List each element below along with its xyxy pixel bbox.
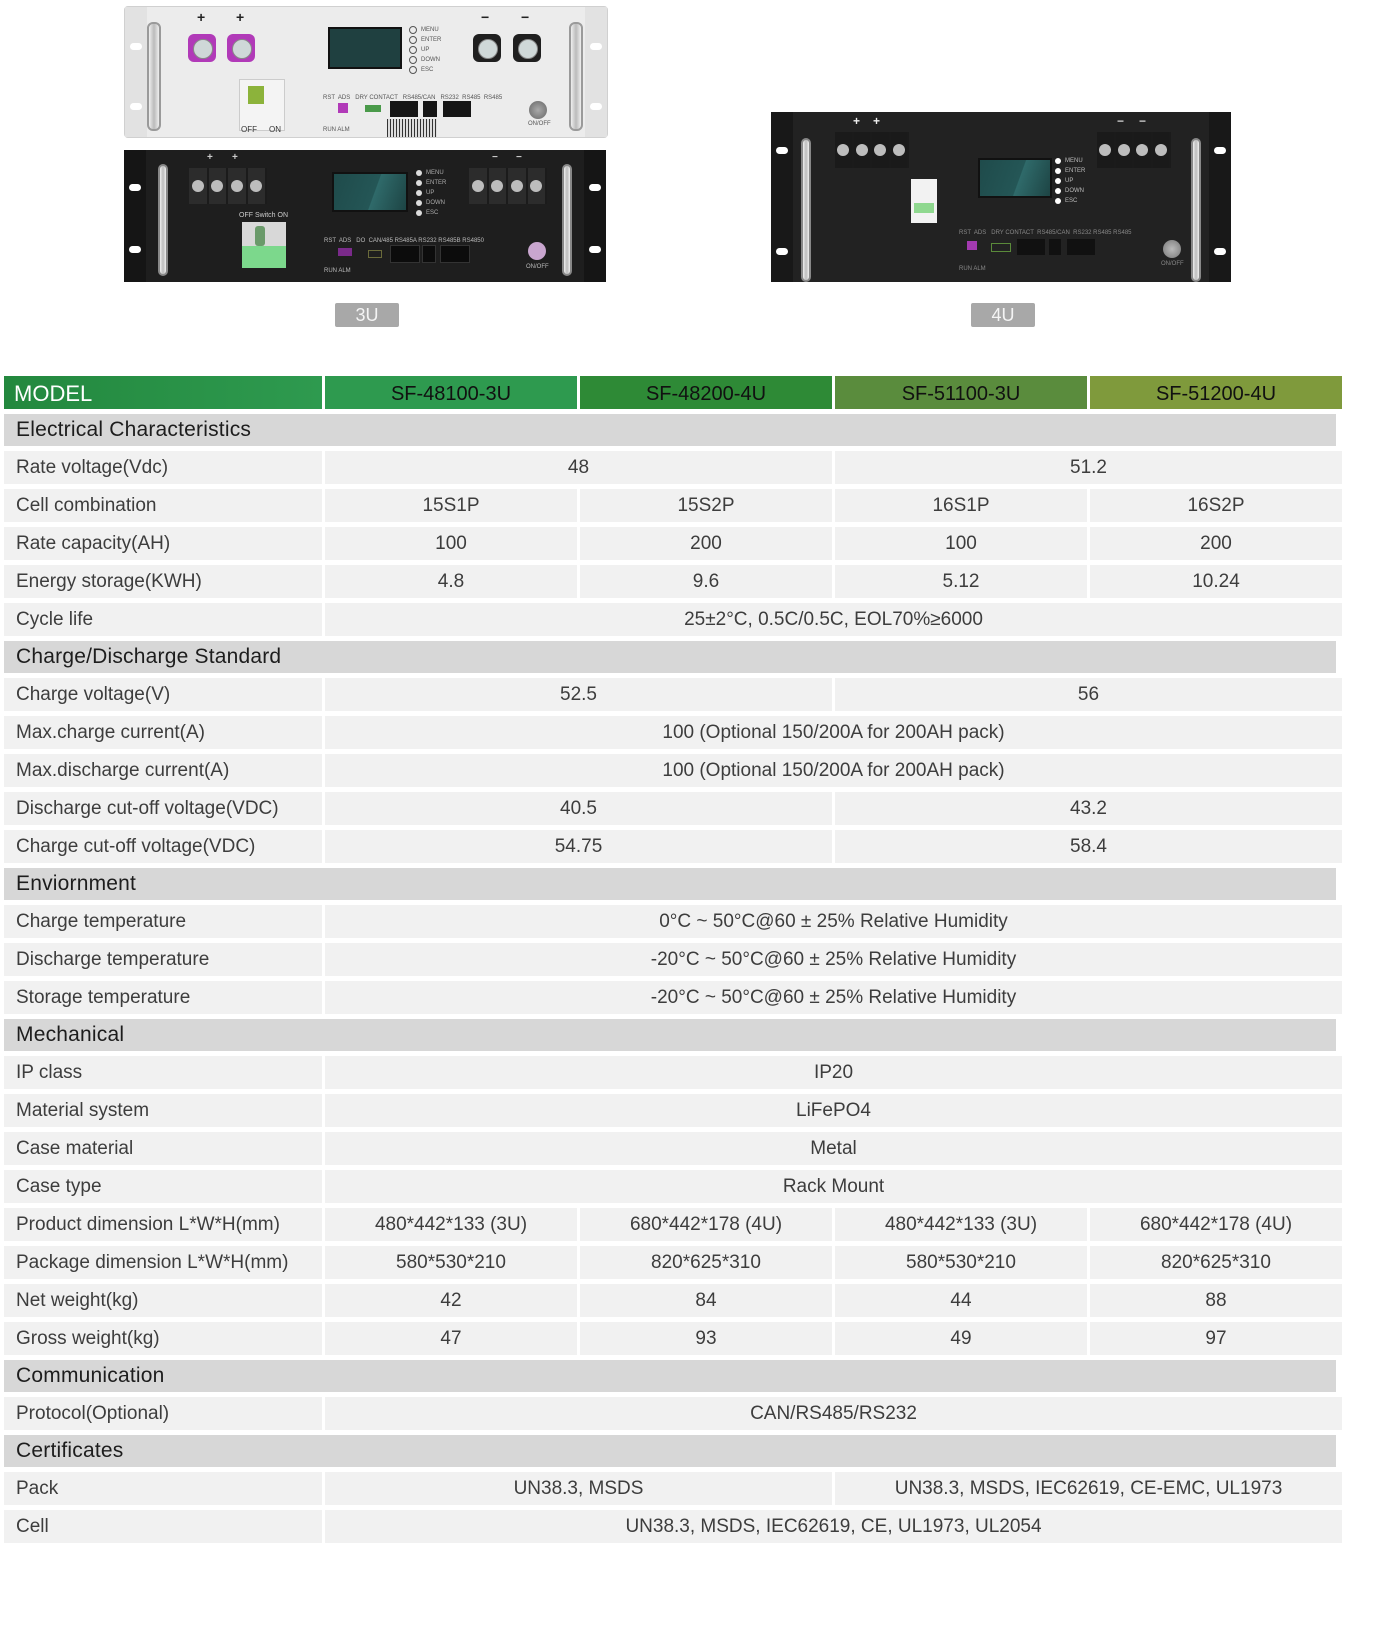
rs485-port (440, 245, 470, 263)
row-label: Rate capacity(AH) (4, 527, 322, 560)
negative-terminal-icon (513, 34, 541, 62)
section-communication: Communication (4, 1360, 1336, 1392)
cell-value: CAN/RS485/RS232 (325, 1397, 1342, 1430)
row-label: Charge temperature (4, 905, 322, 938)
positive-sign: + (873, 114, 881, 128)
positive-sign: + (197, 9, 206, 25)
cell-value: 100 (835, 527, 1087, 560)
button-dot-icon (416, 180, 422, 186)
rs232-port (1049, 239, 1061, 255)
table-row (4, 905, 1336, 938)
table-row (4, 1322, 1336, 1355)
lcd-screen (978, 158, 1052, 198)
ads-switch (338, 103, 348, 113)
power-label: ON/OFF (528, 121, 551, 127)
breaker (239, 79, 285, 131)
negative-busbar (469, 168, 547, 204)
button-dot-icon (409, 36, 417, 44)
handle-right (569, 22, 583, 131)
led-label: RUN ALM (323, 127, 350, 133)
table-row (4, 527, 1336, 560)
button-dot-icon (1055, 178, 1061, 184)
port-labels: RST ADS DO CAN/485 RS485A RS232 RS485B RS4850 (324, 238, 484, 244)
rs485-can-port (390, 101, 418, 117)
cell-value: 51.2 (835, 451, 1342, 484)
power-label: ON/OFF (1161, 261, 1184, 267)
row-label: Cell (4, 1510, 322, 1543)
positive-terminal-icon (227, 34, 255, 62)
row-label: Storage temperature (4, 981, 322, 1014)
positive-terminal-icon (188, 34, 216, 62)
power-button-icon (529, 101, 547, 119)
cell-value: 93 (580, 1322, 832, 1355)
battery-3u-white-front-image (124, 6, 608, 138)
table-row (4, 1056, 1336, 1089)
menu-buttons: MENU ENTER UP DOWN ESC (409, 25, 441, 75)
main-switch (242, 222, 286, 268)
positive-sign: + (207, 152, 213, 163)
model-column-header: SF-48200-4U (580, 376, 832, 409)
negative-busbar (1097, 132, 1171, 168)
cell-value: 580*530*210 (835, 1246, 1087, 1279)
cell-value: 480*442*133 (3U) (835, 1208, 1087, 1241)
negative-sign: − (521, 9, 530, 25)
model-header: MODEL (4, 376, 322, 409)
table-row (4, 451, 1336, 484)
cell-value: 15S2P (580, 489, 832, 522)
cell-value: 84 (580, 1284, 832, 1317)
table-header-row (4, 376, 1336, 409)
cell-value: 56 (835, 678, 1342, 711)
menu-buttons: MENU ENTER UP DOWN ESC (416, 168, 446, 218)
table-row (4, 792, 1336, 825)
negative-sign: − (1117, 114, 1125, 128)
table-row (4, 1397, 1336, 1430)
positive-sign: + (853, 114, 861, 128)
table-row (4, 603, 1336, 636)
can-485-port (390, 245, 420, 263)
lcd-screen (328, 27, 402, 69)
cell-value: 10.24 (1090, 565, 1342, 598)
table-row (4, 1208, 1336, 1241)
model-column-header: SF-51100-3U (835, 376, 1087, 409)
table-row (4, 678, 1336, 711)
section-charge-discharge: Charge/Discharge Standard (4, 641, 1336, 673)
cell-value: 40.5 (325, 792, 832, 825)
battery-4u-black-front-image (771, 112, 1231, 282)
switch-label: OFF Switch ON (239, 212, 289, 219)
row-label: Package dimension L*W*H(mm) (4, 1246, 322, 1279)
cell-value: UN38.3, MSDS (325, 1472, 832, 1505)
positive-busbar (189, 168, 267, 204)
power-label: ON/OFF (526, 264, 549, 270)
led-label: RUN ALM (324, 268, 351, 274)
cell-value: IP20 (325, 1056, 1342, 1089)
cell-value: Rack Mount (325, 1170, 1342, 1203)
row-label: Discharge cut-off voltage(VDC) (4, 792, 322, 825)
button-dot-icon (409, 46, 417, 54)
table-row (4, 830, 1336, 863)
row-label: Gross weight(kg) (4, 1322, 322, 1355)
model-column-header: SF-48100-3U (325, 376, 577, 409)
row-label: Discharge temperature (4, 943, 322, 976)
rack-ear-left (125, 7, 147, 137)
model-column-header: SF-51200-4U (1090, 376, 1342, 409)
row-label: Net weight(kg) (4, 1284, 322, 1317)
cell-value: 16S2P (1090, 489, 1342, 522)
negative-sign: − (1139, 114, 1147, 128)
row-label: Material system (4, 1094, 322, 1127)
row-label: Rate voltage(Vdc) (4, 451, 322, 484)
cell-value: 5.12 (835, 565, 1087, 598)
handle-right (562, 164, 572, 276)
rack-ear-right (584, 150, 606, 282)
rs485-port (1067, 239, 1095, 255)
button-dot-icon (416, 200, 422, 206)
table-row (4, 1094, 1336, 1127)
dry-contact-connector (991, 243, 1011, 252)
row-label: Charge cut-off voltage(VDC) (4, 830, 322, 863)
rack-ear-right (585, 7, 607, 137)
cell-value: 100 (Optional 150/200A for 200AH pack) (325, 716, 1342, 749)
table-row (4, 565, 1336, 598)
section-electrical: Electrical Characteristics (4, 414, 1336, 446)
row-label: Cycle life (4, 603, 322, 636)
cell-value: 100 (325, 527, 577, 560)
handle-left (801, 138, 811, 282)
cell-value: -20°C ~ 50°C@60 ± 25% Relative Humidity (325, 943, 1342, 976)
table-row (4, 1472, 1336, 1505)
cell-value: 0°C ~ 50°C@60 ± 25% Relative Humidity (325, 905, 1342, 938)
button-dot-icon (416, 190, 422, 196)
power-button-icon (528, 242, 546, 260)
cell-value: 52.5 (325, 678, 832, 711)
section-mechanical: Mechanical (4, 1019, 1336, 1051)
button-dot-icon (409, 66, 417, 74)
table-row (4, 1510, 1336, 1543)
rack-ear-left (124, 150, 146, 282)
cell-value: UN38.3, MSDS, IEC62619, CE-EMC, UL1973 (835, 1472, 1342, 1505)
dry-contact-connector (365, 105, 381, 112)
cell-value: 16S1P (835, 489, 1087, 522)
row-label: Pack (4, 1472, 322, 1505)
negative-sign: − (481, 9, 490, 25)
button-dot-icon (1055, 158, 1061, 164)
row-label: Case type (4, 1170, 322, 1203)
tag-4u: 4U (971, 303, 1035, 327)
rack-ear-right (1209, 112, 1231, 282)
port-labels: RST ADS DRY CONTACT RS485/CAN RS232 RS485 RS485 (959, 230, 1132, 236)
cell-value: -20°C ~ 50°C@60 ± 25% Relative Humidity (325, 981, 1342, 1014)
negative-terminal-icon (473, 34, 501, 62)
cell-value: 15S1P (325, 489, 577, 522)
breaker-on-label: ON (269, 125, 281, 134)
row-label: Max.discharge current(A) (4, 754, 322, 787)
button-dot-icon (409, 56, 417, 64)
negative-sign: − (516, 152, 522, 163)
button-dot-icon (1055, 198, 1061, 204)
breaker-off-label: OFF (241, 125, 257, 134)
positive-busbar (835, 132, 909, 168)
do-connector (368, 250, 382, 258)
rs232-port (423, 101, 437, 117)
row-label: Max.charge current(A) (4, 716, 322, 749)
section-certificates: Certificates (4, 1435, 1336, 1467)
table-row (4, 1284, 1336, 1317)
lcd-screen (332, 172, 408, 212)
row-label: Product dimension L*W*H(mm) (4, 1208, 322, 1241)
table-row (4, 1246, 1336, 1279)
cell-value: 43.2 (835, 792, 1342, 825)
power-button-icon (1163, 240, 1181, 258)
positive-sign: + (232, 152, 238, 163)
rs485-port (443, 101, 471, 117)
menu-buttons: MENU ENTER UP DOWN ESC (1055, 156, 1085, 206)
cell-value: UN38.3, MSDS, IEC62619, CE, UL1973, UL2054 (325, 1510, 1342, 1543)
breaker (911, 179, 937, 223)
tag-3u: 3U (335, 303, 399, 327)
positive-sign: + (236, 9, 245, 25)
cell-value: 100 (Optional 150/200A for 200AH pack) (325, 754, 1342, 787)
button-dot-icon (1055, 188, 1061, 194)
cell-value: 48 (325, 451, 832, 484)
cell-value: 47 (325, 1322, 577, 1355)
cell-value: 4.8 (325, 565, 577, 598)
button-dot-icon (1055, 168, 1061, 174)
table-row (4, 981, 1336, 1014)
ads-switch (338, 248, 352, 256)
table-row (4, 754, 1336, 787)
cell-value: Metal (325, 1132, 1342, 1165)
led-label: RUN ALM (959, 266, 986, 272)
table-row (4, 1132, 1336, 1165)
cell-value: 820*625*310 (1090, 1246, 1342, 1279)
button-dot-icon (416, 210, 422, 216)
battery-3u-black-front-image (124, 150, 606, 282)
cell-value: 54.75 (325, 830, 832, 863)
rs232-port (422, 245, 436, 263)
handle-left (147, 22, 161, 131)
cell-value: 25±2°C, 0.5C/0.5C, EOL70%≥6000 (325, 603, 1342, 636)
rs485-can-port (1017, 239, 1045, 255)
cell-value: 680*442*178 (4U) (580, 1208, 832, 1241)
cell-value: 580*530*210 (325, 1246, 577, 1279)
table-row (4, 943, 1336, 976)
cell-value: LiFePO4 (325, 1094, 1342, 1127)
row-label: IP class (4, 1056, 322, 1089)
row-label: Cell combination (4, 489, 322, 522)
rack-ear-left (771, 112, 793, 282)
cell-value: 97 (1090, 1322, 1342, 1355)
button-dot-icon (416, 170, 422, 176)
cell-value: 88 (1090, 1284, 1342, 1317)
spec-table (4, 376, 1336, 1548)
port-labels: RST ADS DRY CONTACT RS485/CAN RS232 RS485 RS485 (323, 95, 503, 101)
handle-right (1191, 138, 1201, 282)
barcode-label (387, 119, 437, 137)
row-label: Energy storage(KWH) (4, 565, 322, 598)
table-row (4, 489, 1336, 522)
row-label: Case material (4, 1132, 322, 1165)
negative-sign: − (492, 152, 498, 163)
cell-value: 44 (835, 1284, 1087, 1317)
table-row (4, 1170, 1336, 1203)
cell-value: 200 (580, 527, 832, 560)
row-label: Protocol(Optional) (4, 1397, 322, 1430)
cell-value: 680*442*178 (4U) (1090, 1208, 1342, 1241)
cell-value: 49 (835, 1322, 1087, 1355)
table-row (4, 716, 1336, 749)
cell-value: 9.6 (580, 565, 832, 598)
ads-switch (967, 241, 977, 250)
cell-value: 480*442*133 (3U) (325, 1208, 577, 1241)
cell-value: 820*625*310 (580, 1246, 832, 1279)
section-environment: Enviornment (4, 868, 1336, 900)
handle-left (158, 164, 168, 276)
button-dot-icon (409, 26, 417, 34)
cell-value: 42 (325, 1284, 577, 1317)
cell-value: 58.4 (835, 830, 1342, 863)
row-label: Charge voltage(V) (4, 678, 322, 711)
cell-value: 200 (1090, 527, 1342, 560)
